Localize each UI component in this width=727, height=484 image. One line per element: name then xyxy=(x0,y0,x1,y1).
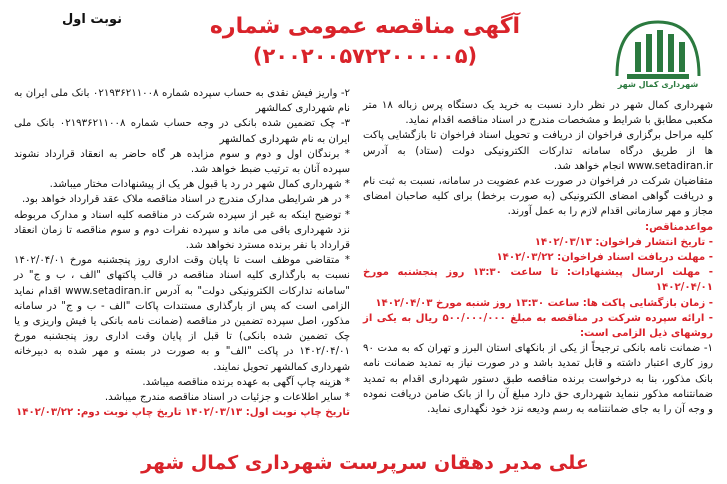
paragraph: ۲- واریز فیش نقدی به حساب سپرده شماره ۰۲۱۹۳۶۲۱۱۰۰۸ بانک ملی ایران به نام شهرداری کمالشهر xyxy=(14,88,350,115)
paragraph: - زمان بازگشایی پاکت ها: ساعت ۱۳:۳۰ روز شنبه مورخ ۱۴۰۲/۰۴/۰۳ xyxy=(375,297,713,309)
paragraph: ۳- چک تضمین شده بانکی در وجه حساب شماره ۰۲۱۹۳۶۲۱۱۰۰۸ بانک ملی ایران به نام شهرداری کمالشهر xyxy=(14,118,350,145)
paragraph: - مهلت ارسال پیشنهادات: تا ساعت ۱۳:۳۰ روز پنجشنبه مورخ ۱۴۰۲/۰۴/۰۱ xyxy=(363,267,713,294)
signature: علی مدیر دهقان سرپرست شهرداری کمال شهر xyxy=(141,452,589,474)
paragraph: شهرداری کمال شهر در نظر دارد نسبت به خرید یک دستگاه پرس زباله ۱۸ متر مکعبی مطابق با شرایط و مشخصات مندرج در اسناد مناقصه اقدام نماید. xyxy=(363,100,713,127)
paragraph: * متقاضی موظف است تا پایان وقت اداری روز پنجشنبه مورخ ۱۴۰۲/۰۴/۰۱ نسبت به بارگذاری کلیه اسناد مناقصه در قالب پاکتهای "الف ، ب و ج" در "سامانه تدارکات الکترونیکی دولت" به آدرس www.setadiran.ir اقدام نماید الزامی است که پس از بارگذاری مستندات پاکات "الف - ب و ج" در سامانه مذکور، اصل سپرده تضمین در مناقصه (ضمانت نامه بانکی یا فیش واریزی و یا چک تضمین شده بانکی) تا قبل از پایان وقت اداری روز پنجشنبه مورخ ۱۴۰۲/۰۴/۰۱ در پاکت "الف" و به صورت در بسته و مهر شده به دبیرخانه شهرداری کمالشهر تحویل نمایند. xyxy=(14,255,350,373)
left-column xyxy=(14,86,350,420)
paragraph: * توضیح اینکه به غیر از سپرده شرکت در مناقصه کلیه اسناد و مدارک مربوطه نزد شهرداری باقی می ماند و سپرده نفرات دوم و سوم مناقصه تا زمان انعقاد قرارداد با نفر برنده مسترد نخواهد شد. xyxy=(14,209,350,252)
paragraph: ۱- ضمانت نامه بانکی ترجیحاً از یکی از بانکهای استان البرز و تهران که به مدت ۹۰ روز کاری اعتبار داشته و قابل تمدید باشد و در صورت نیاز به تمدید ضمانت نامه بانک مذکور، بنا به درخواست برنده مناقصه طبق دستور شهرداری اقدام به تمدید ضمانتنامه مذکور ننماید شهرداری حق دارد مبلغ آن را از بانک ضامن دریافت نموده و وجه آن را به جای ضمانتنامه به رسم ودیعه نزد خود نگهداری نماید. xyxy=(363,343,713,416)
paragraph: متقاضیان شرکت در فراخوان در صورت عدم عضویت در سامانه، نسبت به ثبت نام و دریافت گواهی امضای الکترونیکی (به صورت برخط) برای کلیه صاحبان امضای مجاز و مهر سازمانی اقدام لازم را به عمل آورند. xyxy=(363,176,713,218)
paragraph: * برندگان اول و دوم و سوم مزایده هر گاه حاضر به انعقاد قرارداد نشوند سپرده آنان به ترتیب ضبط خواهد شد. xyxy=(14,148,350,176)
paragraph: کلیه مراحل برگزاری فراخوان از دریافت و تحویل اسناد فراخوان تا بازگشایی پاکت ها از طریق درگاه سامانه تدارکات الکترونیکی دولت (ستاد) به آدرس www.setadiran.ir انجام خواهد شد. xyxy=(363,130,713,172)
paragraph: * سایر اطلاعات و جزئیات در اسناد مناقصه مندرج میباشد. xyxy=(104,392,350,404)
publication-round: نوبت اول xyxy=(62,12,123,27)
paragraph: مواعدمناقص: xyxy=(645,221,713,233)
paragraph: - ارائه سپرده شرکت در مناقصه به مبلغ ۵۰۰/۰۰۰/۰۰۰ ریال به یکی از روشهای ذیل الزامی است: xyxy=(363,312,713,340)
paragraph: تاریخ چاپ نوبت اول: ۱۴۰۲/۰۳/۱۳ تاریخ چاپ نوبت دوم: ۱۴۰۲/۰۳/۲۲ xyxy=(16,407,350,419)
paragraph: * در هر شرایطی مدارک مندرج در اسناد مناقصه ملاک عقد قرارداد خواهد بود. xyxy=(21,194,350,206)
right-column xyxy=(363,98,713,417)
tender-number: (۲۰۰۲۰۰۵۷۲۲۰۰۰۰۰۵) xyxy=(252,44,478,68)
paragraph: - مهلت دریافت اسناد فراخوان: ۱۴۰۲/۰۳/۲۲ xyxy=(496,252,713,264)
paragraph: * شهرداری کمال شهر در رد یا قبول هر یک از پیشنهادات مختار میباشد. xyxy=(49,179,350,191)
tender-title: آگهی مناقصه عمومی شماره xyxy=(209,14,521,39)
paragraph: - تاریخ انتشار فراخوان: ۱۴۰۲/۰۳/۱۳ xyxy=(534,236,713,248)
logo-caption: شهرداری کمال شهر xyxy=(617,80,699,89)
paragraph: * هزینه چاپ آگهی به عهده برنده مناقصه میباشد. xyxy=(142,376,350,388)
